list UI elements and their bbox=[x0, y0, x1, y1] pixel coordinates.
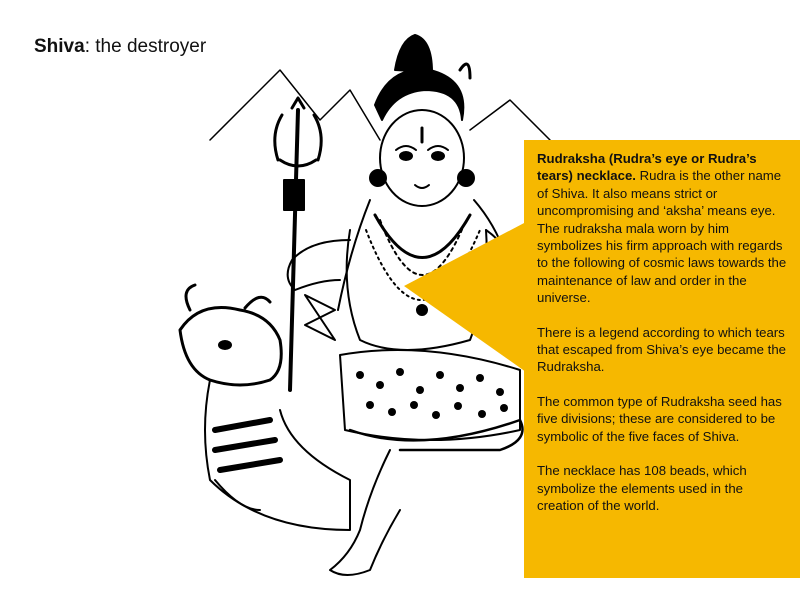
callout-p1-text: Rudra is the other name of Shiva. It also means strict or uncompromising and ‘aksha’ means eye. The rudraksha mala worn by him symbolizes his firm approach with regards to the following of cosmic laws towards the maintenance of law and order in the universe. bbox=[537, 168, 787, 306]
hair-bun bbox=[375, 35, 470, 120]
callout-paragraph-1 bbox=[537, 150, 790, 307]
callout-paragraph-4: The necklace has 108 beads, which symbolize the elements used in the creation of the world. bbox=[537, 463, 747, 513]
nandi-bull bbox=[180, 285, 350, 530]
hanging-leg bbox=[330, 450, 400, 575]
raised-arm bbox=[288, 240, 350, 290]
callout-heading: Rudraksha (Rudra’s eye or Rudra’s tears) necklace. bbox=[537, 151, 757, 184]
callout-paragraph-2: There is a legend according to which tears that escaped from Shiva’s eye became the Rudraksha. bbox=[537, 324, 786, 375]
rudraksha-callout bbox=[524, 140, 800, 578]
callout-paragraph-3: The common type of Rudraksha seed has five divisions; these are considered to be symbolic of the five faces of Shiva. bbox=[537, 393, 782, 444]
title-emphasis: Shiva bbox=[34, 36, 85, 57]
right-arm bbox=[486, 230, 520, 290]
damaru-icon bbox=[305, 295, 335, 340]
torso bbox=[347, 230, 487, 350]
rudraksha-necklace bbox=[366, 215, 480, 315]
leopard-skin bbox=[340, 350, 520, 440]
title-rest: : the destroyer bbox=[84, 36, 207, 57]
